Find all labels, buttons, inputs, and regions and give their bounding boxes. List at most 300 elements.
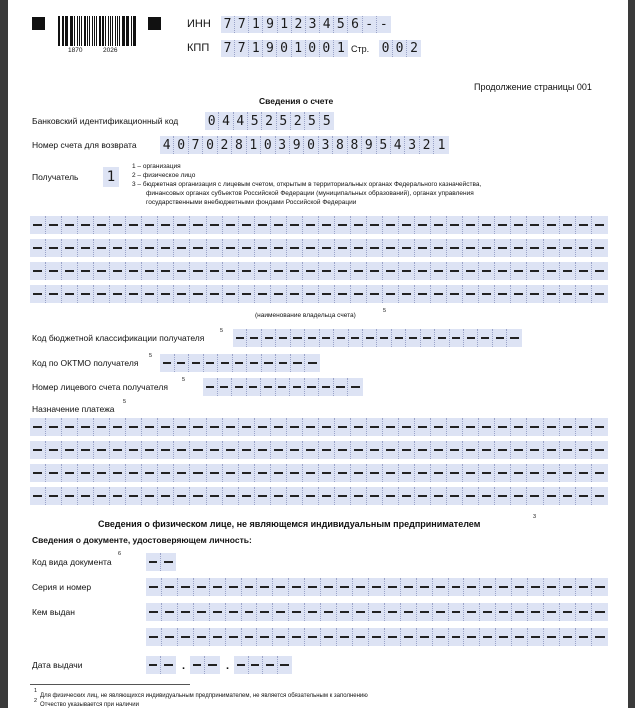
- char-cell: 7: [189, 136, 203, 154]
- empty-cell-dash: [531, 586, 540, 587]
- char-cell: 4: [320, 16, 334, 33]
- empty-cell-dash: [466, 247, 475, 248]
- empty-cell-dash: [404, 636, 413, 637]
- empty-cell: [239, 285, 255, 303]
- empty-cell: [511, 216, 527, 234]
- empty-cell: [592, 441, 608, 459]
- empty-cell: [255, 487, 271, 505]
- empty-cell-dash: [279, 362, 287, 363]
- empty-cell-dash: [242, 426, 251, 427]
- empty-cell-dash: [595, 293, 605, 294]
- empty-cell-dash: [276, 636, 285, 637]
- doc-type-label: Код вида документа: [32, 557, 112, 567]
- empty-cell-dash: [163, 362, 171, 363]
- empty-cell-dash: [483, 586, 492, 587]
- empty-cell: [94, 441, 110, 459]
- empty-cell: [160, 354, 175, 372]
- empty-cell: [417, 578, 433, 596]
- char-cell: 5: [334, 16, 348, 33]
- empty-cell: [463, 285, 479, 303]
- empty-cell-dash: [402, 224, 411, 225]
- empty-cell-dash: [245, 636, 254, 637]
- empty-cell: [528, 628, 544, 646]
- empty-cell: [383, 418, 399, 436]
- empty-cell-dash: [409, 337, 417, 338]
- empty-cell-dash: [181, 611, 190, 612]
- empty-cell-dash: [113, 449, 122, 450]
- empty-cell-dash: [498, 270, 507, 271]
- empty-cell-dash: [145, 449, 154, 450]
- empty-cell-dash: [418, 224, 427, 225]
- empty-cell: [255, 418, 271, 436]
- empty-cell-dash: [467, 611, 476, 612]
- empty-cell: [592, 603, 608, 621]
- empty-cell: [377, 329, 391, 347]
- empty-cell: [190, 418, 206, 436]
- char-cell: 1: [247, 136, 261, 154]
- empty-cell-dash: [515, 586, 524, 587]
- empty-cell: [335, 239, 351, 257]
- char-cell: 0: [320, 40, 334, 57]
- empty-cell: [255, 285, 271, 303]
- empty-cell: [207, 487, 223, 505]
- empty-cell: [511, 487, 527, 505]
- empty-cell: [348, 378, 363, 396]
- empty-cell-dash: [499, 636, 508, 637]
- empty-cell-dash: [113, 495, 122, 496]
- empty-cell: [592, 262, 608, 280]
- empty-cell-dash: [210, 426, 219, 427]
- empty-cell-dash: [193, 270, 202, 271]
- empty-cell-dash: [33, 426, 42, 427]
- empty-cell-dash: [547, 636, 556, 637]
- empty-cell-dash: [221, 362, 229, 363]
- empty-cell: [495, 285, 511, 303]
- empty-cell: [178, 628, 194, 646]
- empty-cell-dash: [579, 495, 588, 496]
- empty-cell: [223, 239, 239, 257]
- kpp-field[interactable]: [221, 40, 348, 57]
- empty-cell-dash: [149, 586, 158, 587]
- empty-cell-dash: [338, 449, 347, 450]
- char-cell: 3: [276, 136, 290, 154]
- bik-field[interactable]: [205, 112, 334, 130]
- right-frame-edge: [628, 0, 635, 708]
- empty-cell: [450, 329, 464, 347]
- empty-cell-dash: [129, 247, 138, 248]
- empty-cell-dash: [161, 426, 170, 427]
- empty-cell-dash: [193, 495, 202, 496]
- empty-cell: [592, 285, 608, 303]
- empty-cell-dash: [380, 337, 388, 338]
- empty-cell: [479, 418, 495, 436]
- char-cell: 3: [319, 136, 333, 154]
- empty-cell: [383, 464, 399, 482]
- empty-cell-dash: [274, 426, 283, 427]
- empty-cell: [544, 441, 560, 459]
- empty-cell-dash: [482, 426, 491, 427]
- empty-cell-dash: [514, 472, 523, 473]
- bank-section-title: Сведения о счете: [259, 96, 334, 106]
- empty-cell-dash: [547, 247, 556, 248]
- issue-date-day[interactable]: [146, 656, 176, 674]
- empty-cell: [190, 464, 206, 482]
- issued-by-row-1[interactable]: [146, 603, 608, 621]
- empty-cell-dash: [65, 293, 74, 294]
- payment-purpose-row-1[interactable]: [30, 418, 608, 436]
- empty-cell: [126, 441, 142, 459]
- empty-cell-dash: [274, 472, 283, 473]
- empty-cell-dash: [496, 337, 504, 338]
- account-number-field[interactable]: [160, 136, 449, 154]
- empty-cell-dash: [177, 270, 186, 271]
- empty-cell-dash: [49, 224, 58, 225]
- empty-cell: [335, 441, 351, 459]
- empty-cell: [592, 239, 608, 257]
- empty-cell-dash: [386, 247, 395, 248]
- empty-cell: [337, 603, 353, 621]
- empty-cell: [204, 354, 219, 372]
- empty-cell-dash: [274, 293, 283, 294]
- empty-cell-dash: [418, 449, 427, 450]
- empty-cell: [46, 464, 62, 482]
- empty-cell: [447, 285, 463, 303]
- empty-cell-dash: [149, 611, 158, 612]
- barcode-bar: [115, 16, 116, 46]
- empty-cell-dash: [595, 636, 605, 637]
- empty-cell-dash: [145, 224, 154, 225]
- empty-cell-dash: [113, 293, 122, 294]
- empty-cell: [289, 628, 305, 646]
- payment-purpose-row-2[interactable]: [30, 441, 608, 459]
- empty-cell-dash: [434, 224, 443, 225]
- empty-cell-dash: [226, 224, 235, 225]
- empty-cell-dash: [177, 293, 186, 294]
- empty-cell: [242, 628, 258, 646]
- empty-cell: [218, 378, 233, 396]
- empty-cell-dash: [206, 362, 214, 363]
- empty-cell: [62, 216, 78, 234]
- empty-cell-dash: [450, 495, 459, 496]
- char-cell: 4: [219, 112, 233, 130]
- personal-account-field[interactable]: [203, 378, 363, 396]
- kpp-label: КПП: [187, 42, 210, 54]
- empty-cell-dash: [49, 495, 58, 496]
- empty-cell: [257, 578, 273, 596]
- empty-cell-dash: [177, 362, 185, 363]
- barcode-bar: [108, 16, 109, 46]
- empty-cell: [142, 216, 158, 234]
- empty-cell-dash: [386, 293, 395, 294]
- empty-cell-dash: [386, 495, 395, 496]
- empty-cell: [464, 628, 480, 646]
- empty-cell-dash: [563, 636, 572, 637]
- empty-cell: [303, 262, 319, 280]
- empty-cell: [560, 262, 576, 280]
- char-cell: 1: [278, 16, 292, 33]
- kbk-field[interactable]: [233, 329, 522, 347]
- empty-cell: [126, 216, 142, 234]
- empty-cell-dash: [65, 247, 74, 248]
- owner-name-row-2[interactable]: [30, 239, 608, 257]
- empty-cell-dash: [499, 586, 508, 587]
- empty-cell: [527, 418, 543, 436]
- barcode-bar: [63, 16, 64, 46]
- empty-cell: [146, 656, 161, 674]
- char-cell: 0: [306, 40, 320, 57]
- barcode-bar: [126, 16, 127, 46]
- empty-cell: [592, 578, 608, 596]
- empty-cell-dash: [482, 224, 491, 225]
- empty-cell: [291, 354, 306, 372]
- payment-purpose-row-4[interactable]: [30, 487, 608, 505]
- empty-cell: [142, 262, 158, 280]
- empty-cell-dash: [145, 270, 154, 271]
- empty-cell-dash: [356, 586, 365, 587]
- empty-cell: [560, 628, 576, 646]
- empty-cell: [239, 239, 255, 257]
- issue-date-year[interactable]: [234, 656, 292, 674]
- empty-cell: [271, 487, 287, 505]
- empty-cell: [415, 262, 431, 280]
- empty-cell: [162, 628, 178, 646]
- barcode-bar: [96, 16, 97, 46]
- owner-name-row-1[interactable]: [30, 216, 608, 234]
- owner-name-row-4[interactable]: [30, 285, 608, 303]
- barcode-bar: [92, 16, 94, 46]
- empty-cell-dash: [510, 337, 519, 338]
- empty-cell: [261, 378, 276, 396]
- empty-cell-dash: [290, 426, 299, 427]
- empty-cell: [401, 628, 417, 646]
- empty-cell-dash: [242, 224, 251, 225]
- empty-cell-dash: [498, 472, 507, 473]
- footnote-1-text: Для физических лиц, не являющихся индивидуальным предпринимателем, не является обязательным к заполнению: [40, 693, 368, 699]
- empty-cell-dash: [563, 293, 572, 294]
- empty-cell: [207, 464, 223, 482]
- footnote-2-mark: 2: [34, 698, 38, 704]
- empty-cell: [319, 216, 335, 234]
- empty-cell: [447, 441, 463, 459]
- empty-cell: [351, 418, 367, 436]
- empty-cell: [226, 603, 242, 621]
- empty-cell: [511, 418, 527, 436]
- empty-cell-dash: [49, 270, 58, 271]
- empty-cell-dash: [161, 449, 170, 450]
- empty-cell-dash: [280, 664, 289, 665]
- empty-cell-dash: [226, 247, 235, 248]
- empty-cell: [161, 656, 176, 674]
- empty-cell-dash: [308, 337, 316, 338]
- empty-cell-dash: [33, 270, 42, 271]
- empty-cell-dash: [498, 449, 507, 450]
- empty-cell: [162, 578, 178, 596]
- empty-cell-dash: [279, 337, 287, 338]
- payment-purpose-row-3[interactable]: [30, 464, 608, 482]
- empty-cell: [273, 578, 289, 596]
- empty-cell-dash: [197, 636, 206, 637]
- empty-cell-dash: [197, 611, 206, 612]
- empty-cell: [142, 239, 158, 257]
- empty-cell: [512, 578, 528, 596]
- empty-cell: [46, 285, 62, 303]
- issue-date-month[interactable]: [190, 656, 220, 674]
- empty-cell: [126, 262, 142, 280]
- empty-cell-dash: [290, 224, 299, 225]
- empty-cell-dash: [402, 449, 411, 450]
- empty-cell: [110, 285, 126, 303]
- empty-cell-dash: [49, 449, 58, 450]
- empty-cell: [369, 603, 385, 621]
- empty-cell-dash: [388, 611, 397, 612]
- page-number-field[interactable]: [379, 40, 421, 57]
- empty-cell-dash: [193, 247, 202, 248]
- empty-cell: [287, 487, 303, 505]
- empty-cell-dash: [579, 293, 588, 294]
- empty-cell-dash: [308, 636, 317, 637]
- empty-cell: [576, 603, 592, 621]
- empty-cell-dash: [498, 247, 507, 248]
- empty-cell: [560, 578, 576, 596]
- empty-cell-dash: [418, 293, 427, 294]
- inn-field[interactable]: [221, 16, 391, 33]
- barcode-bar: [131, 16, 132, 46]
- empty-cell: [320, 329, 334, 347]
- owner-name-row-3[interactable]: [30, 262, 608, 280]
- empty-cell-dash: [181, 586, 190, 587]
- empty-cell: [337, 628, 353, 646]
- empty-cell: [190, 441, 206, 459]
- empty-cell: [110, 441, 126, 459]
- empty-cell: [367, 216, 383, 234]
- empty-cell: [415, 464, 431, 482]
- empty-cell: [367, 464, 383, 482]
- empty-cell: [527, 285, 543, 303]
- empty-cell: [190, 239, 206, 257]
- corner-marker-left: [32, 17, 45, 30]
- empty-cell: [239, 418, 255, 436]
- empty-cell-dash: [177, 472, 186, 473]
- empty-cell-dash: [306, 495, 315, 496]
- empty-cell: [527, 441, 543, 459]
- empty-cell: [576, 418, 592, 436]
- empty-cell-dash: [226, 293, 235, 294]
- empty-cell-dash: [274, 495, 283, 496]
- empty-cell: [146, 628, 162, 646]
- empty-cell-dash: [547, 611, 556, 612]
- empty-cell: [158, 216, 174, 234]
- empty-cell: [262, 354, 277, 372]
- empty-cell-dash: [450, 293, 459, 294]
- empty-cell: [126, 464, 142, 482]
- empty-cell: [271, 262, 287, 280]
- empty-cell: [399, 441, 415, 459]
- empty-cell-dash: [370, 449, 379, 450]
- empty-cell: [576, 441, 592, 459]
- empty-cell-dash: [161, 495, 170, 496]
- char-cell: 2: [262, 112, 276, 130]
- empty-cell: [544, 285, 560, 303]
- empty-cell: [287, 464, 303, 482]
- empty-cell: [223, 285, 239, 303]
- empty-cell: [62, 441, 78, 459]
- oktmo-footnote-mark: 5: [149, 353, 153, 359]
- empty-cell-dash: [402, 472, 411, 473]
- oktmo-field[interactable]: [160, 354, 320, 372]
- empty-cell: [276, 329, 290, 347]
- empty-cell-dash: [418, 495, 427, 496]
- empty-cell: [158, 285, 174, 303]
- empty-cell: [223, 262, 239, 280]
- empty-cell: [351, 464, 367, 482]
- char-cell: 2: [291, 112, 305, 130]
- empty-cell-dash: [338, 495, 347, 496]
- empty-cell: [146, 553, 161, 571]
- series-number-field[interactable]: [146, 578, 608, 596]
- recipient-option-3: 3 – бюджетная организация с лицевым счетом, открытым в территориальных органах Федерального казначейства,: [132, 181, 482, 188]
- doc-type-field[interactable]: [146, 553, 176, 571]
- empty-cell-dash: [210, 472, 219, 473]
- empty-cell: [305, 578, 321, 596]
- empty-cell-dash: [530, 247, 539, 248]
- empty-cell: [334, 329, 348, 347]
- recipient-type-field[interactable]: [103, 167, 119, 187]
- empty-cell: [367, 487, 383, 505]
- empty-cell: [94, 262, 110, 280]
- empty-cell-dash: [466, 449, 475, 450]
- empty-cell-dash: [49, 247, 58, 248]
- empty-cell-dash: [97, 224, 106, 225]
- empty-cell: [290, 378, 305, 396]
- empty-cell: [255, 216, 271, 234]
- empty-cell: [78, 285, 94, 303]
- empty-cell: [142, 441, 158, 459]
- issued-by-row-2[interactable]: [146, 628, 608, 646]
- empty-cell-dash: [226, 270, 235, 271]
- personal-account-label: Номер лицевого счета получателя: [32, 382, 168, 392]
- empty-cell-dash: [336, 386, 344, 387]
- empty-cell-dash: [530, 449, 539, 450]
- empty-cell-dash: [370, 293, 379, 294]
- empty-cell-dash: [482, 449, 491, 450]
- empty-cell: [496, 628, 512, 646]
- empty-cell-dash: [293, 386, 301, 387]
- empty-cell-dash: [579, 247, 588, 248]
- empty-cell: [319, 487, 335, 505]
- empty-cell: [351, 487, 367, 505]
- empty-cell-dash: [420, 636, 429, 637]
- empty-cell-dash: [129, 495, 138, 496]
- empty-cell-dash: [418, 247, 427, 248]
- empty-cell-dash: [129, 293, 138, 294]
- barcode-bar: [58, 16, 60, 46]
- empty-cell: [385, 628, 401, 646]
- empty-cell: [464, 329, 478, 347]
- empty-cell-dash: [220, 386, 228, 387]
- empty-cell: [94, 464, 110, 482]
- empty-cell-dash: [483, 636, 492, 637]
- empty-cell-dash: [498, 293, 507, 294]
- empty-cell: [415, 418, 431, 436]
- empty-cell-dash: [193, 426, 202, 427]
- empty-cell-dash: [81, 224, 90, 225]
- empty-cell-dash: [292, 586, 301, 587]
- empty-cell: [158, 418, 174, 436]
- bik-label: Банковский идентификационный код: [32, 116, 179, 126]
- empty-cell: [239, 441, 255, 459]
- empty-cell-dash: [482, 247, 491, 248]
- empty-cell-dash: [450, 472, 459, 473]
